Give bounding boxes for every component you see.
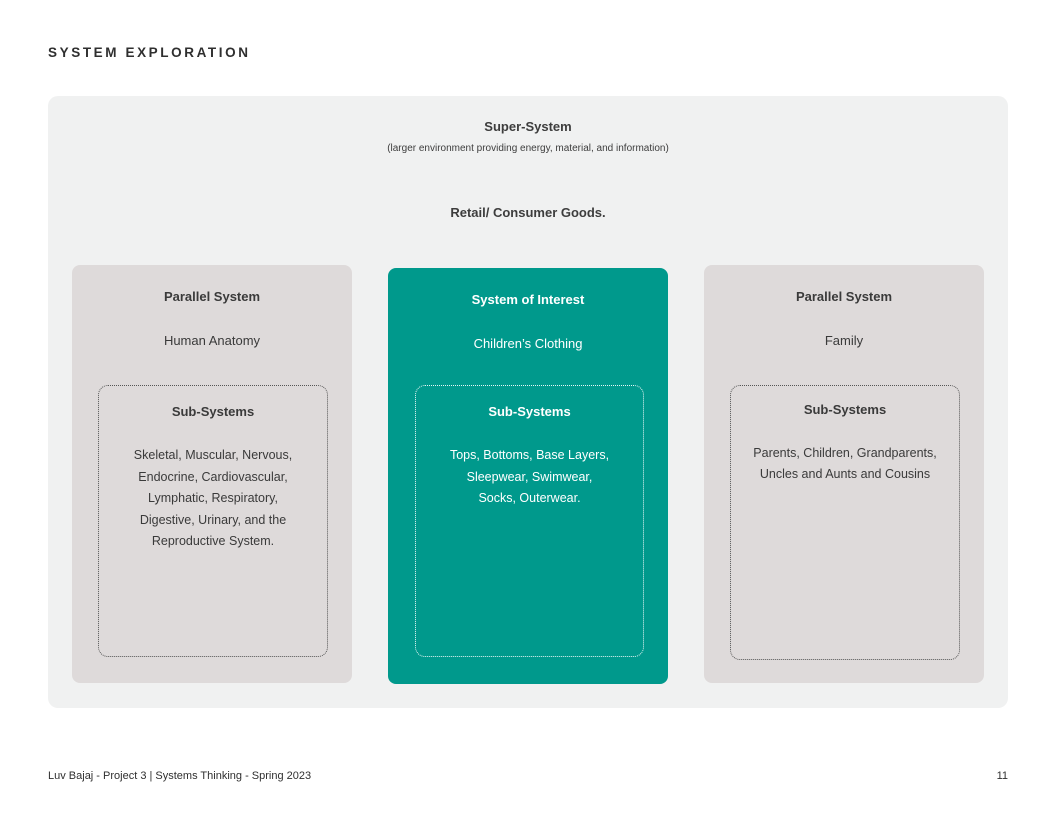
sub-systems-line: Tops, Bottoms, Base Layers, [449,448,610,462]
super-system-title: Super-System [484,119,572,134]
card-title: Parallel System [163,289,261,304]
card-value: Family [824,333,864,348]
sub-systems-line: Reproductive System. [151,534,275,548]
super-system-value: Retail/ Consumer Goods. [450,205,606,220]
sub-systems-line: Lymphatic, Respiratory, [148,491,278,505]
sub-systems-text [745,443,945,485]
sub-systems-line: Endocrine, Cardiovascular, [138,469,288,484]
super-system-description: (larger environment providing energy, material, and information) [387,143,669,154]
sub-systems-line: Sleepwear, Swimwear, [466,469,593,484]
parallel-system-card-left [72,265,352,683]
page-heading: SYSTEM EXPLORATION [48,45,251,60]
sub-systems-box [730,385,960,660]
sub-systems-line: Digestive, Urinary, and the [139,512,287,527]
card-value: Children’s Clothing [473,336,583,351]
sub-systems-box [98,385,328,657]
sub-systems-text [113,445,313,553]
system-of-interest-card [388,268,668,684]
sub-systems-title: Sub-Systems [488,404,571,419]
card-title: System of Interest [471,292,585,307]
page-number: 11 [996,770,1008,782]
card-title: Parallel System [795,289,893,304]
sub-systems-box [415,385,644,657]
sub-systems-line: Skeletal, Muscular, Nervous, [133,448,293,462]
sub-systems-line: Socks, Outerwear. [478,491,581,505]
sub-systems-text [430,445,629,510]
card-value: Human Anatomy [163,333,261,348]
parallel-system-card-right [704,265,984,683]
sub-systems-title: Sub-Systems [803,402,887,417]
sub-systems-title: Sub-Systems [171,404,255,419]
sub-systems-line: Parents, Children, Grandparents, [753,446,937,460]
footer-credit: Luv Bajaj - Project 3 | Systems Thinking - Spring 2023 [48,770,312,782]
sub-systems-line: Uncles and Aunts and Cousins [759,467,931,481]
